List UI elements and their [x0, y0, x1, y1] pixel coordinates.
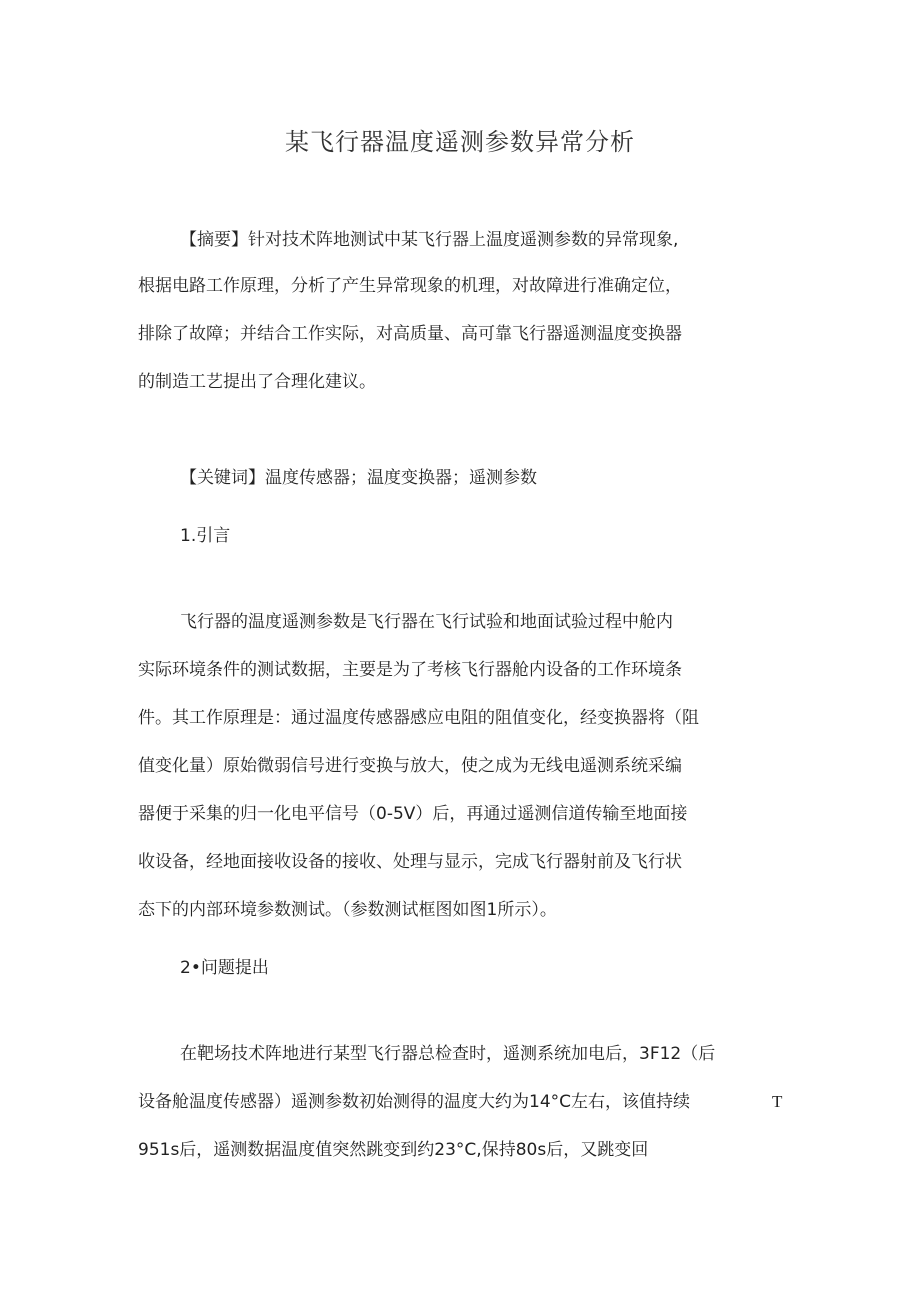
- paragraph-line: 飞行器的温度遥测参数是飞行器在飞行试验和地面试验过程中舱内: [180, 612, 673, 632]
- paragraph-line: 态下的内部环境参数测试。（参数测试框图如图1所示）。: [138, 900, 557, 920]
- paragraph-line: 在靶场技术阵地进行某型飞行器总检查时，遥测系统加电后，3F12（后: [180, 1044, 716, 1064]
- abstract-line: 【摘要】针对技术阵地测试中某飞行器上温度遥测参数的异常现象,: [180, 230, 679, 250]
- paragraph-line: 951s后，遥测数据温度值突然跳变到约23°C,保持80s后，又跳变回: [138, 1140, 649, 1160]
- abstract-line: 排除了故障；并结合工作实际，对高质量、高可靠飞行器遥测温度变换器: [138, 324, 682, 344]
- section-heading: 2•问题提出: [180, 958, 269, 978]
- paragraph-line: 值变化量）原始微弱信号进行变换与放大，使之成为无线电遥测系统采编: [138, 756, 682, 776]
- margin-marker: T: [772, 1092, 783, 1111]
- paragraph-line: 件。其工作原理是：通过温度传感器感应电阻的阻值变化，经变换器将（阻: [138, 708, 699, 728]
- keywords-line: 【关键词】温度传感器；温度变换器；遥测参数: [180, 468, 537, 488]
- paragraph-line: 实际环境条件的测试数据，主要是为了考核飞行器舱内设备的工作环境条: [138, 660, 682, 680]
- paragraph-line: 收设备，经地面接收设备的接收、处理与显示，完成飞行器射前及飞行状: [138, 852, 682, 872]
- section-heading: 1.引言: [180, 526, 231, 546]
- paragraph-line: 设备舱温度传感器）遥测参数初始测得的温度大约为14°C左右，该值持续: [138, 1092, 691, 1112]
- abstract-line: 的制造工艺提出了合理化建议。: [138, 372, 376, 392]
- document-title: 某飞行器温度遥测参数异常分析: [285, 128, 635, 156]
- abstract-line: 根据电路工作原理，分析了产生异常现象的机理，对故障进行准确定位，: [138, 276, 682, 296]
- paragraph-line: 器便于采集的归一化电平信号（0-5V）后，再通过遥测信道传输至地面接: [138, 804, 688, 824]
